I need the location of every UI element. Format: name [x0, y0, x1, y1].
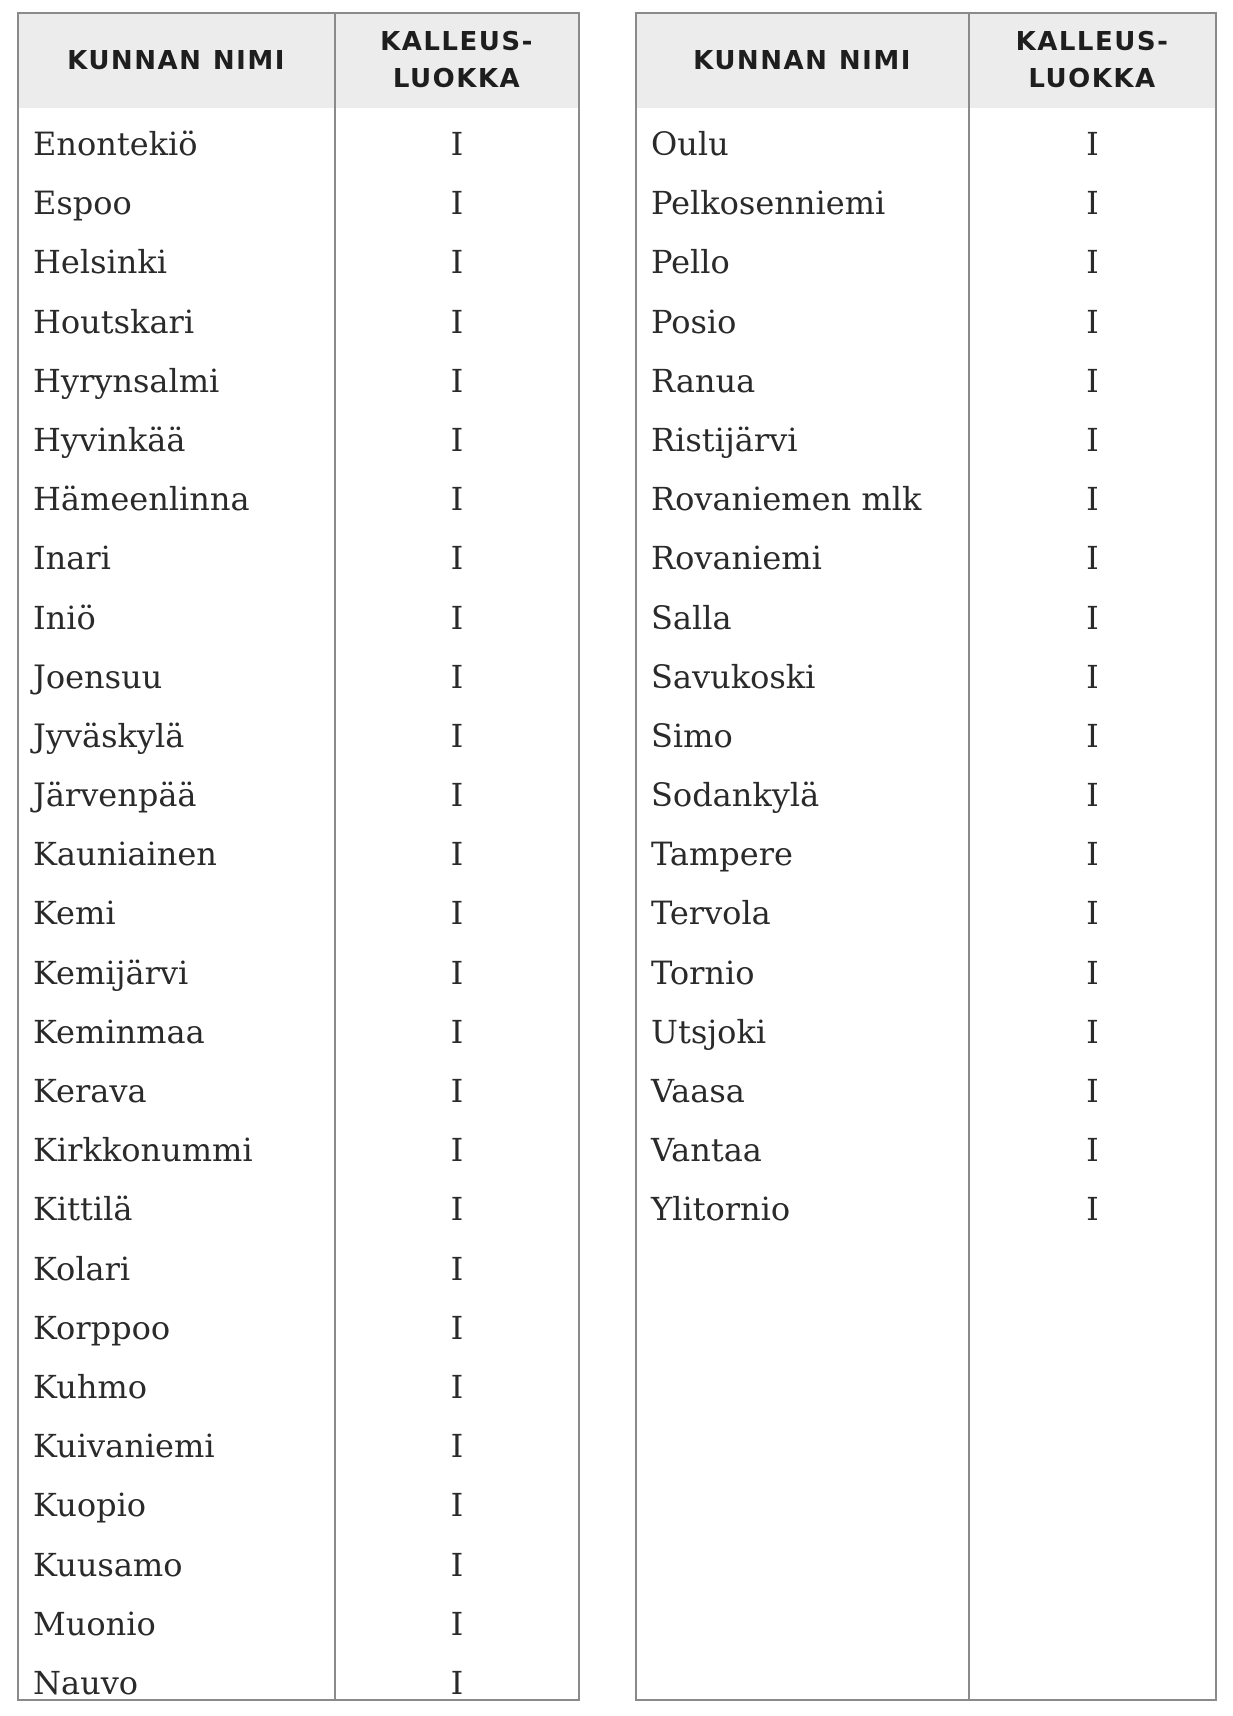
header-class-label: KALLEUS- LUOKKA [380, 27, 534, 94]
hardness-class-cell: I [450, 480, 464, 519]
municipality-name-cell: Kemijärvi [33, 953, 189, 992]
municipality-name-cell: Salla [651, 598, 732, 637]
municipality-name-cell: Ristijärvi [651, 420, 798, 459]
hardness-class-cell: I [450, 1072, 464, 1110]
hardness-class-cell: I [1086, 361, 1099, 400]
hardness-class-cell: I [450, 657, 464, 696]
municipality-name-cell: Enontekiö [33, 125, 198, 163]
municipality-name-cell: Nauvo [33, 1663, 139, 1702]
hardness-class-cell: I [450, 953, 464, 992]
municipality-name-cell: Kuusamo [33, 1545, 183, 1584]
municipality-name-cell: Ranua [651, 361, 756, 400]
name-column [19, 108, 334, 1702]
hardness-class-cell: I [450, 598, 464, 637]
hardness-class-cell: I [450, 1427, 464, 1466]
municipality-name-cell: Korppoo [33, 1308, 171, 1347]
municipality-name-cell: Houtskari [33, 302, 195, 341]
hardness-class-cell: I [450, 716, 464, 755]
municipality-name-cell: Helsinki [33, 243, 167, 282]
hardness-class-cell: I [450, 1012, 464, 1051]
hardness-class-cell: I [450, 302, 464, 341]
municipality-name-cell: Kuopio [33, 1486, 147, 1525]
hardness-class-cell: I [1086, 480, 1099, 519]
municipality-name-cell: Hyvinkää [33, 420, 186, 459]
header-name-label: KUNNAN NIMI [67, 45, 286, 76]
municipality-name-cell: Kuhmo [33, 1367, 148, 1406]
header-municipality-name [19, 14, 334, 108]
municipality-name-cell: Tervola [651, 894, 771, 933]
municipality-name-cell: Kuivaniemi [33, 1427, 215, 1466]
municipality-name-cell: Hämeenlinna [33, 480, 250, 519]
municipality-name-cell: Kauniainen [33, 835, 217, 874]
hardness-class-cell: I [1086, 420, 1099, 459]
hardness-class-cell: I [450, 1604, 464, 1643]
hardness-class-cell: I [450, 1249, 464, 1288]
header-municipality-name [637, 14, 968, 108]
municipality-table-right [635, 12, 1217, 1701]
header-class-label: KALLEUS- LUOKKA [1015, 27, 1170, 94]
municipality-name-cell: Muonio [33, 1604, 156, 1643]
class-column [968, 108, 1215, 1699]
hardness-class-cell: I [1086, 894, 1099, 933]
header-hardness-class [968, 14, 1215, 108]
municipality-name-cell: Kemi [33, 894, 116, 933]
hardness-class-cell: I [1086, 302, 1099, 341]
municipality-name-cell: Espoo [33, 184, 132, 223]
municipality-name-cell: Pello [651, 243, 730, 282]
hardness-class-cell: I [450, 1367, 464, 1406]
hardness-class-cell: I [450, 1545, 464, 1584]
municipality-name-cell: Inari [33, 539, 111, 578]
hardness-class-cell: I [450, 184, 464, 223]
hardness-class-cell: I [450, 125, 464, 163]
table-header [19, 14, 578, 108]
table-body [19, 108, 578, 1702]
table-header [637, 14, 1215, 108]
municipality-name-cell: Utsjoki [651, 1012, 767, 1051]
municipality-name-cell: Posio [651, 302, 737, 341]
municipality-name-cell: Jyväskylä [33, 716, 185, 755]
table-body [637, 108, 1215, 1699]
hardness-class-cell: I [1086, 125, 1099, 163]
hardness-class-cell: I [450, 1131, 464, 1170]
hardness-class-cell: I [450, 1486, 464, 1525]
municipality-name-cell: Joensuu [33, 657, 163, 696]
municipality-name-cell: Hyrynsalmi [33, 361, 220, 400]
hardness-class-cell: I [450, 539, 464, 578]
municipality-name-cell: Oulu [651, 125, 729, 163]
municipality-name-cell: Kittilä [33, 1190, 133, 1229]
municipality-name-cell: Simo [651, 716, 733, 755]
municipality-table-left [17, 12, 580, 1701]
hardness-class-cell: I [1086, 598, 1099, 637]
hardness-class-cell: I [1086, 243, 1099, 282]
hardness-class-cell: I [450, 835, 464, 874]
municipality-name-cell: Rovaniemi [651, 539, 822, 578]
municipality-name-cell: Tampere [651, 835, 793, 874]
hardness-class-cell: I [1086, 1072, 1099, 1110]
municipality-name-cell: Tornio [651, 953, 755, 992]
municipality-name-cell: Järvenpää [33, 776, 197, 815]
class-column [334, 108, 578, 1702]
hardness-class-cell: I [450, 894, 464, 933]
municipality-name-cell: Ylitornio [651, 1190, 791, 1229]
name-column [637, 108, 968, 1699]
hardness-class-cell: I [1086, 657, 1099, 696]
header-name-label: KUNNAN NIMI [693, 45, 912, 76]
municipality-name-cell: Rovaniemen mlk [651, 480, 922, 519]
hardness-class-cell: I [450, 1190, 464, 1229]
hardness-class-cell: I [1086, 716, 1099, 755]
hardness-class-cell: I [450, 361, 464, 400]
municipality-name-cell: Kirkkonummi [33, 1131, 253, 1170]
hardness-class-cell: I [1086, 776, 1099, 815]
municipality-name-cell: Sodankylä [651, 776, 820, 815]
municipality-name-cell: Savukoski [651, 657, 816, 696]
hardness-class-cell: I [1086, 1190, 1099, 1229]
hardness-class-cell: I [1086, 184, 1099, 223]
municipality-name-cell: Kolari [33, 1249, 131, 1288]
hardness-class-cell: I [450, 1663, 464, 1702]
municipality-name-cell: Vaasa [651, 1072, 745, 1110]
hardness-class-cell: I [1086, 1131, 1099, 1170]
hardness-class-cell: I [1086, 835, 1099, 874]
municipality-name-cell: Kerava [33, 1072, 147, 1110]
municipality-name-cell: Iniö [33, 598, 96, 637]
hardness-class-cell: I [450, 1308, 464, 1347]
hardness-class-cell: I [450, 420, 464, 459]
header-hardness-class [334, 14, 578, 108]
municipality-name-cell: Pelkosenniemi [651, 184, 886, 223]
municipality-name-cell: Vantaa [651, 1131, 762, 1170]
hardness-class-cell: I [1086, 1012, 1099, 1051]
municipality-name-cell: Keminmaa [33, 1012, 205, 1051]
hardness-class-cell: I [450, 776, 464, 815]
hardness-class-cell: I [1086, 953, 1099, 992]
hardness-class-cell: I [450, 243, 464, 282]
hardness-class-cell: I [1086, 539, 1099, 578]
